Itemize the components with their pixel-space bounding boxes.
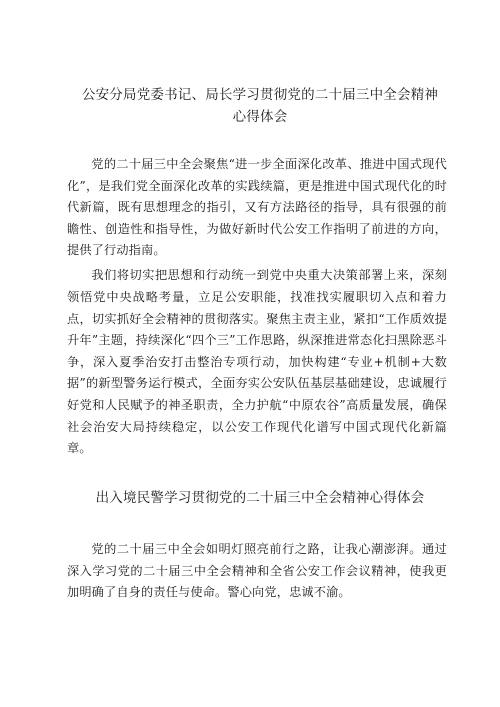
article-body-1 — [67, 154, 447, 463]
article-body-2 — [67, 539, 447, 607]
paragraph: 党的二十届三中全会如明灯照亮前行之路，让我心潮澎湃。通过深入学习党的二十届三中全会精神和全省公安工作会议精神，使我更加明确了自身的责任与使命。警心向党，忠诚不渝。 — [67, 542, 447, 600]
paragraph: 我们将切实把思想和行动统一到党中央重大决策部署上来，深刻领悟党中央战略考量，立足公安职能，找准找实履职切入点和着力点，切实抓好全会精神的贯彻落实。聚焦主责主业，紧扣“工作质效提升年”主题，持续深化“四个三”工作思路，纵深推进常态化扫黑除恶斗争，深入夏季治安打击整治专项行动，加快构建“专业+机制+大数据”的新型警务运行模式，全面夯实公安队伍基层基础建设，忠诚履行好党和人民赋予的神圣职责，全力护航“中原农谷”高质量发展，确保社会治安大局持续稳定，以公安工作现代化谱写中国式现代化新篇章。 — [67, 268, 447, 456]
article-title-2: 出入境民警学习贯彻党的二十届三中全会精神心得体会 — [95, 490, 425, 506]
paragraph: 党的二十届三中全会聚焦“进一步全面深化改革、推进中国式现代化”，是我们党全面深化改革的实践续篇，更是推进中国式现代化的时代新篇，既有思想理念的指引，又有方法路径的指导，具有很强的前瞻性、创造性和指导性，为做好新时代公安工作指明了前进的方向，提供了行动指南。 — [67, 157, 447, 258]
article-title-1: 公安分局党委书记、局长学习贯彻党的二十届三中全会精神心得体会 — [81, 87, 439, 125]
